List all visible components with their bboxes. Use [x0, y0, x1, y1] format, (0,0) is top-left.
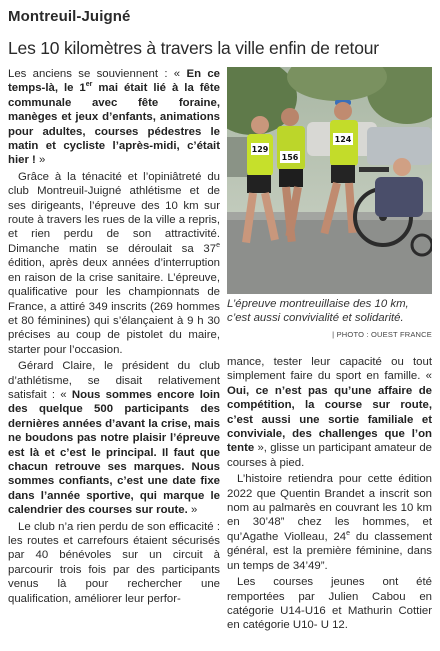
article-headline: Les 10 kilomètres à travers la ville enfin de retour	[8, 38, 379, 58]
photo-caption: L’épreuve montreuillaise des 10 km, c’est aussi convivialité et solidarité.	[227, 298, 409, 324]
photo-credit: | PHOTO : OUEST FRANCE	[332, 330, 432, 339]
bib-number: 124	[334, 135, 352, 144]
paragraph-president: Gérard Claire, le président du club d’athlétisme, se disait relativement satisfait : « Nous sommes encore loin des quelque 500 participants des dernières années d’avant la crise, mais ne boudons pas notre plaisir l’épreuve est là et c’est le principal. Il faut que chacun retrouve ses marques. Nous sommes confiants, c’est une date fixe dans l’année sportive, qui marque le calendrier des courses sur route. »	[8, 360, 220, 517]
bib-number: 129	[251, 145, 269, 154]
paragraph-results: L’histoire retiendra pour cette édition 2022 que Quentin Brandet a inscrit son nom au palmarès en couvrant les 10 km en 30’48” chez les hommes, et qu’Agathe Violleau, 24e du classement général, est la première féminine, dans un temps de 34’49”.	[227, 473, 432, 572]
race-photo	[227, 67, 432, 294]
paragraph-club: Grâce à la ténacité et l’opiniâtreté du club Montreuil-Juigné athlétisme et de ses dirigeants, l’épreuve des 10 km sur route à travers les rues de la ville a repris, et rien perdu de son attractivité. Dimanche matin se déroulait sa 37e édition, après deux années d’interruption en raison de la crise sanitaire. L’épreuve, qualificative pour les championnats de France, a attiré 349 inscrits (269 hommes et 80 féminines) qui s’élançaient à 9 h 30 précises au coup de pistolet du maire, starter pour l’occasion.	[8, 170, 220, 356]
paragraph-family: mance, tester leur capacité ou tout simplement faire du sport en famille. « Oui, ce n’est pas qu’une affaire de compétition, la course sur route, c’est aussi une sortie familiale et conviviale, des challenges que l’on tente », glisse un participant amateur de courses à pied.	[227, 356, 432, 469]
paragraph-intro: Les anciens se souviennent : « En ce temps-là, le 1er mai était lié à la fête communale avec fête foraine, manèges et jeux d’enfants, animations pour adultes, courses pédestres le matin et cycliste l’après-midi, c’était hier ! »	[8, 68, 221, 167]
right-column	[227, 355, 432, 633]
paragraph-youth: Les courses jeunes ont été remportées par Julien Cabou en catégorie U14-U16 et Mathurin Cottier en catégorie U10- U 12.	[227, 576, 432, 632]
paragraph-organisation: Le club n’a rien perdu de son efficacité : les routes et carrefours étaient sécurisés par 40 bénévoles sur un circuit à parcourir trois fois par des participants venus là pour rechercher une qualification, améliorer leur perfor-	[8, 520, 220, 605]
left-column	[8, 67, 220, 606]
bib-number: 156	[281, 153, 299, 162]
runners-illustration	[227, 67, 432, 294]
location-kicker: Montreuil-Juigné	[8, 8, 131, 25]
